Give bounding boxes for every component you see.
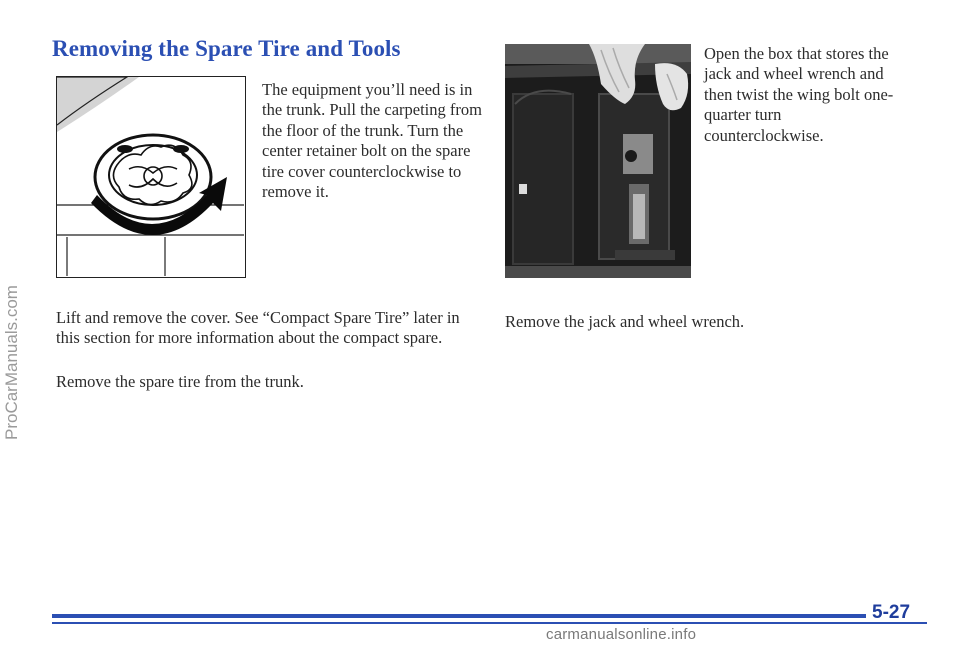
footer-watermark: carmanualsonline.info: [546, 626, 697, 643]
footer-rule-thin: [52, 622, 927, 624]
jack-box-photo: [505, 44, 691, 278]
page-title: Removing the Spare Tire and Tools: [52, 36, 401, 61]
step-remove-jack: Remove the jack and wheel wrench.: [505, 312, 745, 331]
jack-box-photo-drawing: [505, 44, 691, 278]
side-watermark: ProCarManuals.com: [2, 285, 21, 440]
page-number: 5-27: [872, 602, 911, 623]
intro-paragraph-right: Open the box that stores the jack and wheel wrench and then twist the wing bolt one-quarter turn counterclockwise.: [704, 44, 894, 145]
footer-rule-thick: [52, 614, 866, 618]
spare-tire-cover-illustration: [56, 76, 246, 278]
tire-cover-drawing: [57, 77, 244, 276]
step-lift-cover: Lift and remove the cover. See “Compact Spare Tire” later in this section for more information about the compact spare.: [56, 308, 460, 347]
intro-paragraph-left: The equipment you’ll need is in the trunk. Pull the carpeting from the floor of the trunk. Turn the center retainer bolt on the spare tire cover counterclockwise to remove it.: [262, 80, 482, 202]
step-remove-spare-tire: Remove the spare tire from the trunk.: [56, 372, 304, 391]
